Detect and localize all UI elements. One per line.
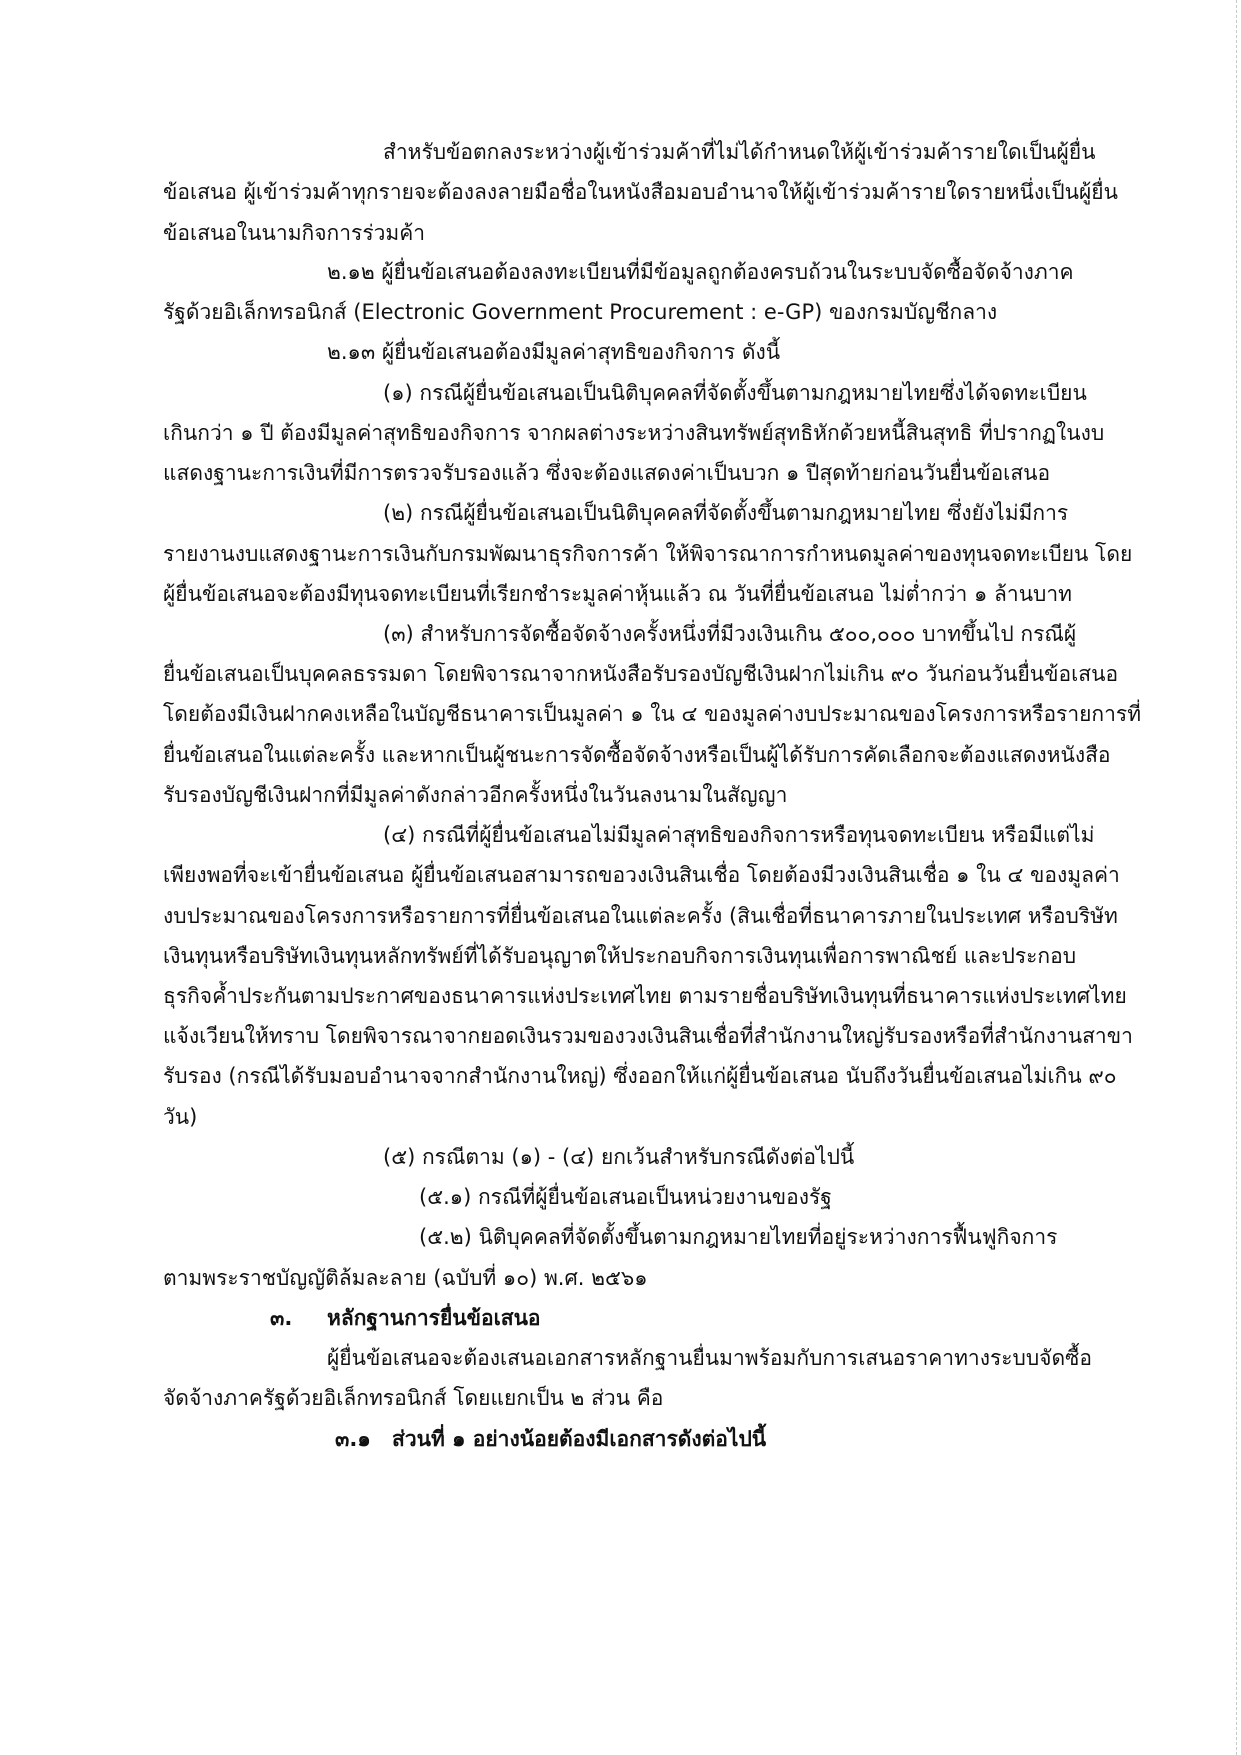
paragraph-joint-venture-line-2: ข้อเสนอ ผู้เข้าร่วมค้าทุกรายจะต้องลงลายมือชื่อในหนังสือมอบอำนาจให้ผู้เข้าร่วมค้ารายใดรายหนึ่งเป็นผู้ยื่น bbox=[163, 180, 1118, 204]
item-3-line-4: ยื่นข้อเสนอในแต่ละครั้ง และหากเป็นผู้ชนะการจัดซื้อจัดจ้างหรือเป็นผู้ได้รับการคัดเลือกจะต้องแสดงหนังสือ bbox=[163, 743, 1111, 767]
paragraph-joint-venture-line-1: สำหรับข้อตกลงระหว่างผู้เข้าร่วมค้าที่ไม่ได้กำหนดให้ผู้เข้าร่วมค้ารายใดเป็นผู้ยื่น bbox=[383, 140, 1096, 164]
item-5-2-line-2: ตามพระราชบัญญัติล้มละลาย (ฉบับที่ ๑๐) พ.ศ. ๒๕๖๑ bbox=[163, 1266, 648, 1290]
item-4-line-8: วัน) bbox=[163, 1105, 198, 1129]
item-3-line-1: (๓) สำหรับการจัดซื้อจัดจ้างครั้งหนึ่งที่มีวงเงินเกิน ๕๐๐,๐๐๐ บาทขึ้นไป กรณีผู้ bbox=[383, 622, 1077, 646]
item-1-line-1: (๑) กรณีผู้ยื่นข้อเสนอเป็นนิติบุคคลที่จัดตั้งขึ้นตามกฎหมายไทยซึ่งได้จดทะเบียน bbox=[383, 381, 1087, 405]
item-2-line-3: ผู้ยื่นข้อเสนอจะต้องมีทุนจดทะเบียนที่เรียกชำระมูลค่าหุ้นแล้ว ณ วันที่ยื่นข้อเสนอ ไม่ต่ำกว่า ๑ ล้านบาท bbox=[163, 582, 1073, 606]
clause-2-13-heading: ๒.๑๓ ผู้ยื่นข้อเสนอต้องมีมูลค่าสุทธิของกิจการ ดังนี้ bbox=[327, 340, 781, 364]
item-2-line-1: (๒) กรณีผู้ยื่นข้อเสนอเป็นนิติบุคคลที่จัดตั้งขึ้นตามกฎหมายไทย ซึ่งยังไม่มีการ bbox=[383, 501, 1069, 525]
scan-edge-line bbox=[1235, 0, 1237, 1755]
item-4-line-2: เพียงพอที่จะเข้ายื่นข้อเสนอ ผู้ยื่นข้อเสนอสามารถขอวงเงินสินเชื่อ โดยต้องมีวงเงินสินเชื่อ ๑ ใน ๔ ของมูลค่า bbox=[163, 863, 1120, 887]
item-3-line-3: โดยต้องมีเงินฝากคงเหลือในบัญชีธนาคารเป็นมูลค่า ๑ ใน ๔ ของมูลค่างบประมาณของโครงการหรือรายการที่ bbox=[163, 702, 1142, 726]
paragraph-joint-venture-line-3: ข้อเสนอในนามกิจการร่วมค้า bbox=[163, 221, 426, 245]
clause-2-12-line-1: ๒.๑๒ ผู้ยื่นข้อเสนอต้องลงทะเบียนที่มีข้อมูลถูกต้องครบถ้วนในระบบจัดซื้อจัดจ้างภาค bbox=[327, 260, 1074, 284]
item-4-line-6: แจ้งเวียนให้ทราบ โดยพิจารณาจากยอดเงินรวมของวงเงินสินเชื่อที่สำนักงานใหญ่รับรองหรือที่สำนักงานสาขา bbox=[163, 1024, 1133, 1048]
item-4-line-1: (๔) กรณีที่ผู้ยื่นข้อเสนอไม่มีมูลค่าสุทธิของกิจการหรือทุนจดทะเบียน หรือมีแต่ไม่ bbox=[383, 823, 1095, 847]
item-3-line-2: ยื่นข้อเสนอเป็นบุคคลธรรมดา โดยพิจารณาจากหนังสือรับรองบัญชีเงินฝากไม่เกิน ๙๐ วันก่อนวันยื่นข้อเสนอ bbox=[163, 662, 1119, 686]
item-4-line-7: รับรอง (กรณีได้รับมอบอำนาจจากสำนักงานใหญ่) ซึ่งออกให้แก่ผู้ยื่นข้อเสนอ นับถึงวันยื่นข้อเสนอไม่เกิน ๙๐ bbox=[163, 1064, 1117, 1088]
item-3-line-5: รับรองบัญชีเงินฝากที่มีมูลค่าดังกล่าวอีกครั้งหนึ่งในวันลงนามในสัญญา bbox=[163, 783, 788, 807]
section-3-1-number: ๓.๑ bbox=[335, 1427, 371, 1451]
item-2-line-2: รายงานงบแสดงฐานะการเงินกับกรมพัฒนาธุรกิจการค้า ให้พิจารณาการกำหนดมูลค่าของทุนจดทะเบียน โดย bbox=[163, 542, 1133, 566]
item-5-line: (๕) กรณีตาม (๑) - (๔) ยกเว้นสำหรับกรณีดังต่อไปนี้ bbox=[383, 1145, 855, 1169]
item-1-line-3: แสดงฐานะการเงินที่มีการตรวจรับรองแล้ว ซึ่งจะต้องแสดงค่าเป็นบวก ๑ ปีสุดท้ายก่อนวันยื่นข้อเสนอ bbox=[163, 461, 1051, 485]
section-3-body-line-2: จัดจ้างภาครัฐด้วยอิเล็กทรอนิกส์ โดยแยกเป็น ๒ ส่วน คือ bbox=[163, 1386, 664, 1410]
section-3-number: ๓. bbox=[270, 1306, 293, 1330]
item-4-line-4: เงินทุนหรือบริษัทเงินทุนหลักทรัพย์ที่ได้รับอนุญาตให้ประกอบกิจการเงินทุนเพื่อการพาณิชย์ และประกอบ bbox=[163, 944, 1077, 968]
clause-2-12-line-2: รัฐด้วยอิเล็กทรอนิกส์ (Electronic Government Procurement : e-GP) ของกรมบัญชีกลาง bbox=[163, 300, 998, 324]
item-4-line-3: งบประมาณของโครงการหรือรายการที่ยื่นข้อเสนอในแต่ละครั้ง (สินเชื่อที่ธนาคารภายในประเทศ หรือบริษัท bbox=[163, 904, 1118, 928]
item-4-line-5: ธุรกิจค้ำประกันตามประกาศของธนาคารแห่งประเทศไทย ตามรายชื่อบริษัทเงินทุนที่ธนาคารแห่งประเทศไทย bbox=[163, 984, 1127, 1008]
item-5-1-line: (๕.๑) กรณีที่ผู้ยื่นข้อเสนอเป็นหน่วยงานของรัฐ bbox=[419, 1185, 832, 1209]
section-3-body-line-1: ผู้ยื่นข้อเสนอจะต้องเสนอเอกสารหลักฐานยื่นมาพร้อมกับการเสนอราคาทางระบบจัดซื้อ bbox=[327, 1346, 1092, 1370]
section-3-heading: หลักฐานการยื่นข้อเสนอ bbox=[327, 1306, 541, 1330]
item-5-2-line-1: (๕.๒) นิติบุคคลที่จัดตั้งขึ้นตามกฎหมายไทยที่อยู่ระหว่างการฟื้นฟูกิจการ bbox=[419, 1225, 1058, 1249]
item-1-line-2: เกินกว่า ๑ ปี ต้องมีมูลค่าสุทธิของกิจการ จากผลต่างระหว่างสินทรัพย์สุทธิหักด้วยหนี้สินสุทธิ ที่ปรากฏในงบ bbox=[163, 421, 1105, 445]
section-3-1-heading: ส่วนที่ ๑ อย่างน้อยต้องมีเอกสารดังต่อไปนี้ bbox=[392, 1427, 767, 1451]
